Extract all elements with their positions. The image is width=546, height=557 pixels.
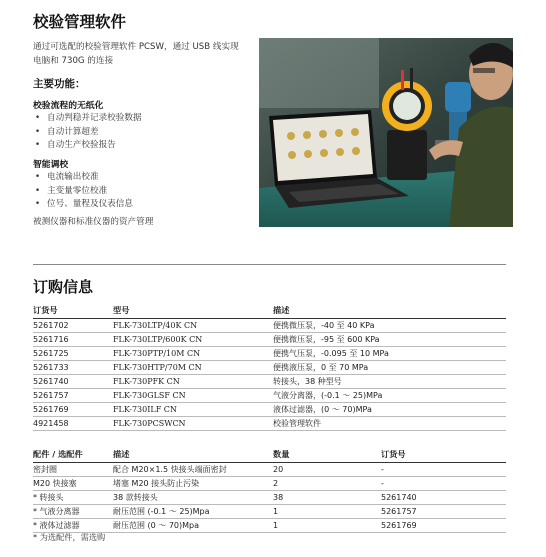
order-number: 5261757 [381, 505, 506, 519]
accessory-name: * 液体过滤器 [33, 519, 113, 533]
table-row [33, 477, 506, 491]
accessory-name: * 气液分离器 [33, 505, 113, 519]
list-item: • 自动计算超差 [33, 126, 142, 140]
feature-group-heading: 校验流程的无纸化 [33, 101, 104, 111]
features-heading: 主要功能： [33, 78, 86, 90]
accessory-name: * 转接头 [33, 491, 113, 505]
order-number: 4921458 [33, 417, 113, 431]
photo-illustration [259, 38, 513, 227]
description: 配合 M20×1.5 快接头端面密封 [113, 463, 273, 477]
model-number: FLK-730LTP/40K CN [113, 319, 273, 333]
description: 便携微压泵，-40 至 40 KPa [273, 319, 506, 333]
description: 气液分离器，(-0.1 ～ 25)MPa [273, 389, 506, 403]
table-row [33, 505, 506, 519]
column-header: 数量 [273, 448, 381, 463]
quantity: 1 [273, 505, 381, 519]
table-row [33, 319, 506, 333]
product-photo [259, 38, 513, 227]
section-divider [33, 264, 506, 265]
table-row [33, 347, 506, 361]
description: 堵塞 M20 接头防止污染 [113, 477, 273, 491]
model-number: FLK-730ILF CN [113, 403, 273, 417]
column-header: 描述 [113, 448, 273, 463]
description: 38 款转接头 [113, 491, 273, 505]
order-number: 5261740 [33, 375, 113, 389]
intro-text: 通过可选配的校验管理软件 PCSW，通过 USB 线实现电脑和 730G 的连接 [33, 42, 239, 66]
feature-list [33, 171, 133, 212]
order-number: 5261757 [33, 389, 113, 403]
description: 液体过滤器，(0 ～ 70)MPa [273, 403, 506, 417]
quantity: 38 [273, 491, 381, 505]
feature-list [33, 112, 142, 153]
list-item: • 自动生产校验报告 [33, 139, 142, 153]
order-number: 5261740 [381, 491, 506, 505]
table-row [33, 463, 506, 477]
description: 转接头，38 种型号 [273, 375, 506, 389]
table-row [33, 417, 506, 431]
table-header-row [33, 304, 506, 319]
list-item: • 电流输出校准 [33, 171, 133, 185]
table-row [33, 389, 506, 403]
order-number: 5261769 [33, 403, 113, 417]
table-row [33, 403, 506, 417]
order-number: 5261716 [33, 333, 113, 347]
model-number: FLK-730PCSWCN [113, 417, 273, 431]
model-number: FLK-730PTP/10M CN [113, 347, 273, 361]
page-title: 校验管理软件 [33, 13, 127, 31]
order-number: 5261733 [33, 361, 113, 375]
quantity: 20 [273, 463, 381, 477]
accessory-name: 密封圈 [33, 463, 113, 477]
model-number: FLK-730LTP/600K CN [113, 333, 273, 347]
feature-group-heading: 智能调校 [33, 160, 69, 170]
description: 便携气压泵，-0.095 至 10 MPa [273, 347, 506, 361]
footnote: * 为选配件，需选购 [33, 532, 106, 542]
list-item: • 自动判稳并记录校验数据 [33, 112, 142, 126]
table-row [33, 333, 506, 347]
table-row [33, 375, 506, 389]
list-item: • 主变量零位校准 [33, 185, 133, 199]
asset-management-line: 被测仪器和标准仪器的资产管理 [33, 217, 154, 227]
column-header: 订货号 [381, 448, 506, 463]
description: 校验管理软件 [273, 417, 506, 431]
table-row [33, 491, 506, 505]
quantity: 2 [273, 477, 381, 491]
order-number: 5261725 [33, 347, 113, 361]
column-header: 描述 [273, 304, 506, 319]
accessory-name: M20 快接塞 [33, 477, 113, 491]
accessories-table [33, 448, 506, 533]
order-number: 5261769 [381, 519, 506, 533]
column-header: 订货号 [33, 304, 113, 319]
table-row [33, 519, 506, 533]
table-header-row [33, 448, 506, 463]
description: 耐压范围 (0 ～ 70)Mpa [113, 519, 273, 533]
model-number: FLK-730HTP/70M CN [113, 361, 273, 375]
column-header: 型号 [113, 304, 273, 319]
model-number: FLK-730GLSF CN [113, 389, 273, 403]
description: 便携微压泵，-95 至 600 KPa [273, 333, 506, 347]
column-header: 配件 / 选配件 [33, 448, 113, 463]
order-number: - [381, 463, 506, 477]
description: 便携液压泵，0 至 70 MPa [273, 361, 506, 375]
order-table [33, 304, 506, 431]
quantity: 1 [273, 519, 381, 533]
list-item: • 位号、量程及仪表信息 [33, 198, 133, 212]
order-number: - [381, 477, 506, 491]
description: 耐压范围 (-0.1 ～ 25)Mpa [113, 505, 273, 519]
model-number: FLK-730PFK CN [113, 375, 273, 389]
order-number: 5261702 [33, 319, 113, 333]
order-info-heading: 订购信息 [33, 278, 94, 296]
table-row [33, 361, 506, 375]
